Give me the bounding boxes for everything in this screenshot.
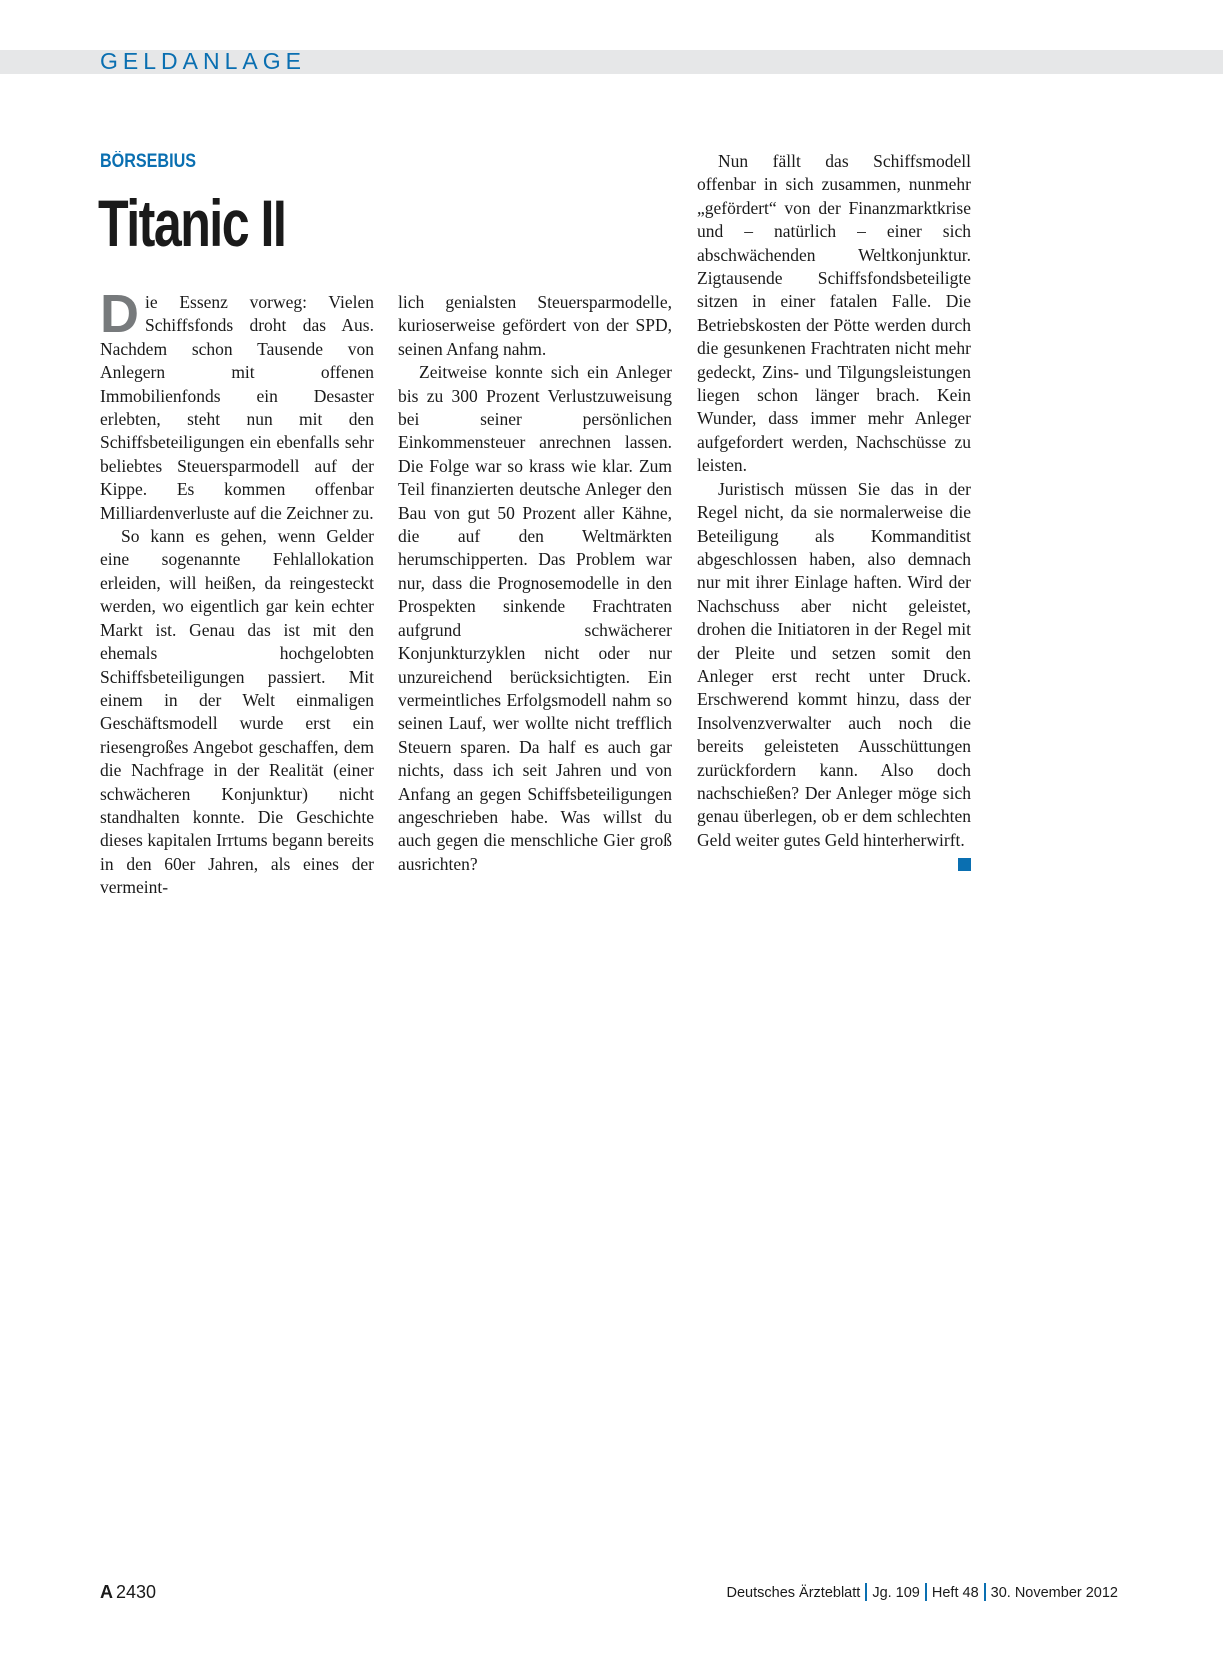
paragraph-text: ie Essenz vorweg: Vielen Schiffsfonds droht das Aus. Nachdem schon Tausende von Anlegern mit offenen Immobilienfonds ein Desaster erlebten, steht nun mit den Schiffsbeteiligungen ein ebenfalls sehr beliebtes Steuersparmodell auf der Kippe. Es kommen offenbar Milliardenverluste auf die Zeichner zu. — [100, 292, 374, 523]
section-label: GELDANLAGE — [100, 48, 306, 74]
article-column-3 — [697, 150, 971, 871]
drop-cap: D — [100, 284, 139, 344]
issue-date: 30. November 2012 — [990, 1585, 1118, 1601]
paragraph: lich genialsten Steuersparmodelle, kurioserweise gefördert von der SPD, seinen Anfang nahm. — [398, 292, 672, 359]
paragraph — [100, 284, 374, 525]
paragraph: Nun fällt das Schiffsmodell offenbar in sich zusammen, nunmehr „gefördert“ von der Finanzmarktkrise und – natürlich – einer sich abschwächenden Weltkonjunktur. Zigtausende Schiffsfondsbeteiligte sitzen in einer fatalen Falle. Die Betriebskosten der Pötte werden durch die gesunkenen Frachtraten nicht mehr gedeckt, Zins- und Tilgungsleistungen liegen schon länger brach. Kein Wunder, dass immer mehr Anleger aufgefordert werden, Nachschüsse zu leisten. — [697, 151, 971, 476]
article-column-1 — [100, 284, 374, 900]
article-column-2 — [398, 291, 672, 876]
paragraph: Zeitweise konnte sich ein Anleger bis zu 300 Prozent Verlustzuweisung bei seiner persönlichen Einkommensteuer anrechnen lassen. Die Folge war so krass wie klar. Zum Teil finanzierten deutsche Anleger den Bau von gut 50 Prozent aller Kähne, die auf den Weltmärkten herumschipperten. Das Problem war nur, dass die Prognosemodelle in den Prospekten sinkende Frachtraten aufgrund schwächerer Konjunkturzyklen nicht oder nur unzureichend berücksichtigten. Ein vermeintliches Erfolgsmodell nahm so seinen Lauf, wer wollte nicht trefflich Steuern sparen. Da half es auch gar nichts, dass ich seit Jahren und von Anfang an gegen Schiffsbeteiligungen angeschrieben habe. Was willst du auch gegen die menschliche Gier groß ausrichten? — [398, 362, 672, 874]
article-kicker: BÖRSEBIUS — [100, 151, 197, 172]
publication-name: Deutsches Ärzteblatt — [726, 1585, 861, 1601]
page-number-value: 2430 — [116, 1582, 157, 1602]
separator — [925, 1583, 927, 1601]
article-title: Titanic II — [98, 186, 286, 260]
page-prefix: A — [100, 1582, 113, 1602]
separator — [984, 1583, 986, 1601]
separator — [865, 1583, 867, 1601]
paragraph-text: Juristisch müssen Sie das in der Regel nicht, da sie normalerweise die Beteiligung als Kommanditist abgeschlossen haben, also demnach nur mit ihrer Einlage haften. Wird der Nachschuss aber nicht geleistet, drohen die Initiatoren in der Regel mit der Pleite und setzen somit den Anleger erst recht unter Druck. Erschwerend kommt hinzu, dass der Insolvenzverwalter auch noch die bereits geleisteten Ausschüttungen zurückfordern kann. Also doch nachschießen? Der Anleger möge sich genau überlegen, ob er dem schlechten Geld weiter gutes Geld hinterherwirft. — [697, 478, 971, 850]
publication-info — [727, 1583, 1118, 1603]
issue: Heft 48 — [931, 1585, 979, 1601]
end-of-article-icon — [958, 858, 971, 871]
paragraph — [697, 478, 971, 853]
volume: Jg. 109 — [872, 1585, 920, 1601]
page-number — [100, 1581, 156, 1603]
paragraph: So kann es gehen, wenn Gelder eine sogenannte Fehlallokation erleiden, will heißen, da reingesteckt werden, wo eigentlich gar kein echter Markt ist. Genau das ist mit den ehemals hochgelobten Schiffsbeteiligungen passiert. Mit einem in der Welt einmaligen Geschäftsmodell wurde erst ein riesengroßes Angebot geschaffen, dem die Nachfrage in der Realität (einer schwächeren Konjunktur) nicht standhalten konnte. Die Geschichte dieses kapitalen Irrtums begann bereits in den 60er Jahren, als eines der vermeint- — [100, 526, 374, 898]
